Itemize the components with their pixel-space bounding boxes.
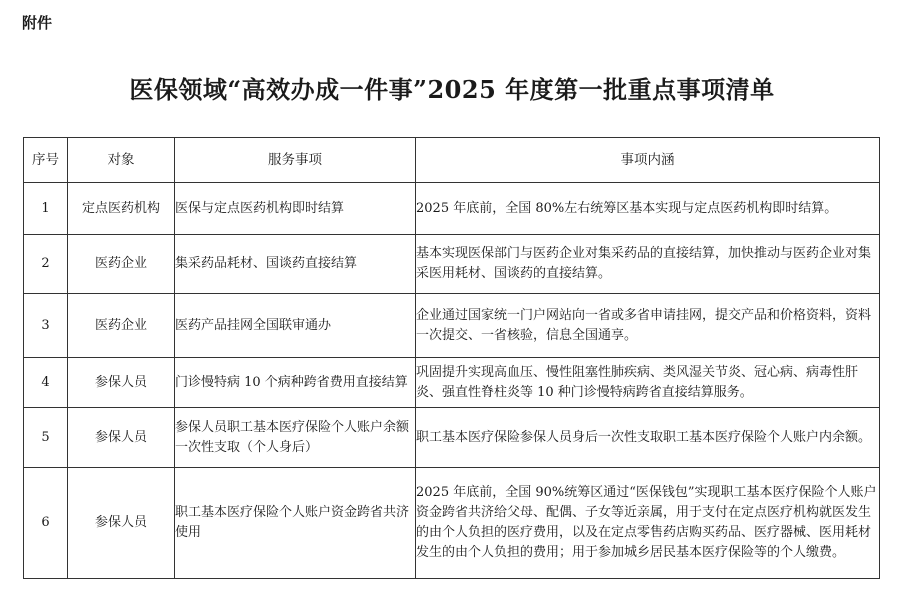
table-row [24, 183, 880, 235]
row-object: 参保人员 [68, 408, 175, 468]
header-no: 序号 [24, 138, 68, 183]
row-object: 参保人员 [68, 358, 175, 408]
header-service: 服务事项 [175, 138, 416, 183]
header-content: 事项内涵 [416, 138, 880, 183]
row-no: 2 [24, 235, 68, 294]
row-service: 职工基本医疗保险个人账户资金跨省共济使用 [175, 468, 416, 579]
row-no: 6 [24, 468, 68, 579]
row-object: 医药企业 [68, 294, 175, 358]
table-row [24, 468, 880, 579]
table-row [24, 235, 880, 294]
row-content: 基本实现医保部门与医药企业对集采药品的直接结算，加快推动与医药企业对集采医用耗材、国谈药的直接结算。 [416, 235, 880, 294]
row-service: 医保与定点医药机构即时结算 [175, 183, 416, 235]
row-content: 职工基本医疗保险参保人员身后一次性支取职工基本医疗保险个人账户内余额。 [416, 408, 880, 468]
attachment-label: 附件 [22, 14, 53, 32]
table-row [24, 358, 880, 408]
document-title: 医保领域“高效办成一件事”2025 年度第一批重点事项清单 [129, 75, 775, 104]
row-service: 医药产品挂网全国联审通办 [175, 294, 416, 358]
row-content: 巩固提升实现高血压、慢性阻塞性肺疾病、类风湿关节炎、冠心病、病毒性肝炎、强直性脊柱炎等 10 种门诊慢特病跨省直接结算服务。 [416, 358, 880, 408]
table-row [24, 408, 880, 468]
row-content: 2025 年底前，全国 80%左右统筹区基本实现与定点医药机构即时结算。 [416, 183, 880, 235]
row-object: 定点医药机构 [68, 183, 175, 235]
row-no: 1 [24, 183, 68, 235]
row-object: 医药企业 [68, 235, 175, 294]
row-content: 企业通过国家统一门户网站向一省或多省申请挂网，提交产品和价格资料，资料一次提交、一省核验，信息全国通享。 [416, 294, 880, 358]
row-no: 4 [24, 358, 68, 408]
row-service: 参保人员职工基本医疗保险个人账户余额一次性支取（个人身后） [175, 408, 416, 468]
row-service: 集采药品耗材、国谈药直接结算 [175, 235, 416, 294]
row-no: 5 [24, 408, 68, 468]
key-items-table [23, 137, 880, 579]
table-row [24, 294, 880, 358]
row-service: 门诊慢特病 10 个病种跨省费用直接结算 [175, 358, 416, 408]
header-object: 对象 [68, 138, 175, 183]
row-object: 参保人员 [68, 468, 175, 579]
row-no: 3 [24, 294, 68, 358]
table-header-row [24, 138, 880, 183]
row-content: 2025 年底前，全国 90%统筹区通过“医保钱包”实现职工基本医疗保险个人账户资金跨省共济给父母、配偶、子女等近亲属，用于支付在定点医疗机构就医发生的由个人负担的医疗费用，以及在定点零售药店购买药品、医疗器械、医用耗材发生的由个人负担的费用；用于参加城乡居民基本医疗保险等的个人缴费。 [416, 468, 880, 579]
